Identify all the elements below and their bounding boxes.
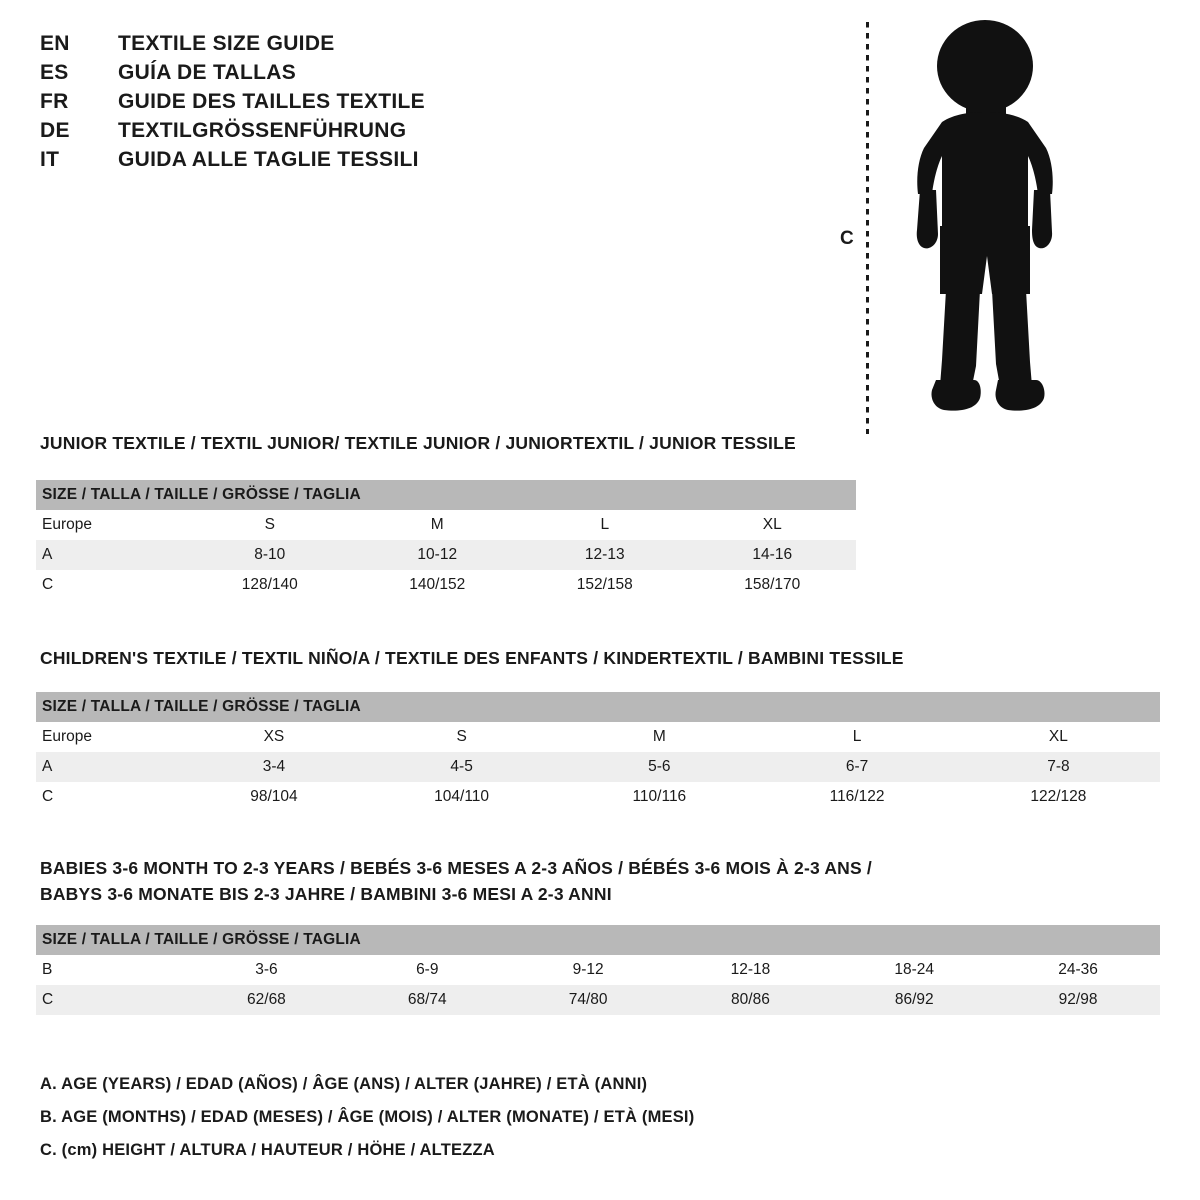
row-label: Europe — [36, 510, 186, 540]
cell: 110/116 — [561, 782, 757, 812]
title-text-en: TEXTILE SIZE GUIDE — [118, 32, 335, 55]
cell: 18-24 — [832, 955, 996, 985]
child-silhouette-icon — [880, 18, 1090, 438]
row-label: A — [36, 752, 186, 782]
cell: 12-18 — [669, 955, 833, 985]
band-label-children: SIZE / TALLA / TAILLE / GRÖSSE / TAGLIA — [36, 692, 1160, 722]
band-label-junior: SIZE / TALLA / TAILLE / GRÖSSE / TAGLIA — [36, 480, 856, 510]
cell: 92/98 — [996, 985, 1160, 1015]
title-lang-en: EN — [40, 32, 70, 55]
cell: L — [521, 510, 689, 540]
cell: 5-6 — [561, 752, 757, 782]
cell: 24-36 — [996, 955, 1160, 985]
legend-line-b: B. AGE (MONTHS) / EDAD (MESES) / ÂGE (MOIS) / ALTER (MONATE) / ETÀ (MESI) — [40, 1108, 695, 1126]
section-heading-children: CHILDREN'S TEXTILE / TEXTIL NIÑO/A / TEXTILE DES ENFANTS / KINDERTEXTIL / BAMBINI TESSILE — [40, 648, 904, 668]
cell: 3-6 — [186, 955, 347, 985]
cell: 3-4 — [186, 752, 362, 782]
cell: 6-9 — [347, 955, 508, 985]
cell: 128/140 — [186, 570, 354, 600]
row-label: B — [36, 955, 186, 985]
cell: XL — [689, 510, 857, 540]
title-lang-fr: FR — [40, 90, 69, 113]
height-dotted-line — [866, 22, 869, 434]
legend — [40, 1068, 1140, 1167]
row-label: C — [36, 985, 186, 1015]
cell: 140/152 — [354, 570, 522, 600]
section-heading-babies-line2: BABYS 3-6 MONATE BIS 2-3 JAHRE / BAMBINI 3-6 MESI A 2-3 ANNI — [40, 884, 612, 904]
section-heading-junior: JUNIOR TEXTILE / TEXTIL JUNIOR/ TEXTILE JUNIOR / JUNIORTEXTIL / JUNIOR TESSILE — [40, 433, 796, 453]
row-label: A — [36, 540, 186, 570]
cell: S — [186, 510, 354, 540]
title-text-de: TEXTILGRÖSSENFÜHRUNG — [118, 119, 407, 142]
measurement-label-c: C — [840, 228, 854, 249]
table-babies-textile — [36, 925, 1160, 1015]
legend-line-c: C. (cm) HEIGHT / ALTURA / HAUTEUR / HÖHE / ALTEZZA — [40, 1141, 495, 1159]
title-text-it: GUIDA ALLE TAGLIE TESSILI — [118, 148, 419, 171]
legend-line-a: A. AGE (YEARS) / EDAD (AÑOS) / ÂGE (ANS) / ALTER (JAHRE) / ETÀ (ANNI) — [40, 1075, 648, 1093]
cell: 122/128 — [957, 782, 1160, 812]
table-row — [36, 510, 856, 540]
table-row — [36, 480, 856, 510]
row-label: C — [36, 782, 186, 812]
table-row — [36, 782, 1160, 812]
cell: 116/122 — [757, 782, 957, 812]
table-row — [36, 985, 1160, 1015]
table-row — [36, 722, 1160, 752]
title-row-de — [40, 119, 680, 143]
cell: 7-8 — [957, 752, 1160, 782]
section-heading-babies-line1: BABIES 3-6 MONTH TO 2-3 YEARS / BEBÉS 3-6 MESES A 2-3 AÑOS / BÉBÉS 3-6 MOIS À 2-3 ANS / — [40, 858, 872, 878]
table-children-textile — [36, 692, 1160, 812]
cell: 10-12 — [354, 540, 522, 570]
table-row — [36, 692, 1160, 722]
row-label: C — [36, 570, 186, 600]
cell: 9-12 — [508, 955, 669, 985]
cell: S — [362, 722, 562, 752]
cell: 104/110 — [362, 782, 562, 812]
cell: 74/80 — [508, 985, 669, 1015]
cell: M — [561, 722, 757, 752]
title-lang-es: ES — [40, 61, 69, 84]
title-text-fr: GUIDE DES TAILLES TEXTILE — [118, 90, 425, 113]
cell: XL — [957, 722, 1160, 752]
title-text-es: GUÍA DE TALLAS — [118, 61, 297, 84]
cell: 14-16 — [689, 540, 857, 570]
row-label: Europe — [36, 722, 186, 752]
cell: 12-13 — [521, 540, 689, 570]
title-block — [40, 32, 680, 177]
cell: 86/92 — [832, 985, 996, 1015]
cell: 80/86 — [669, 985, 833, 1015]
table-row — [36, 925, 1160, 955]
cell: L — [757, 722, 957, 752]
figure-area — [840, 10, 1140, 430]
cell: 68/74 — [347, 985, 508, 1015]
table-row — [36, 570, 856, 600]
table-row — [36, 540, 856, 570]
table-junior-textile — [36, 480, 856, 600]
cell: 4-5 — [362, 752, 562, 782]
cell: 158/170 — [689, 570, 857, 600]
table-row — [36, 752, 1160, 782]
title-row-it — [40, 148, 680, 172]
cell: 62/68 — [186, 985, 347, 1015]
cell: 152/158 — [521, 570, 689, 600]
table-row — [36, 955, 1160, 985]
title-row-en — [40, 32, 680, 56]
title-row-es — [40, 61, 680, 85]
band-label-babies: SIZE / TALLA / TAILLE / GRÖSSE / TAGLIA — [36, 925, 1160, 955]
title-lang-it: IT — [40, 148, 60, 171]
title-lang-de: DE — [40, 119, 70, 142]
title-row-fr — [40, 90, 680, 114]
cell: M — [354, 510, 522, 540]
cell: 8-10 — [186, 540, 354, 570]
cell: 6-7 — [757, 752, 957, 782]
cell: XS — [186, 722, 362, 752]
cell: 98/104 — [186, 782, 362, 812]
